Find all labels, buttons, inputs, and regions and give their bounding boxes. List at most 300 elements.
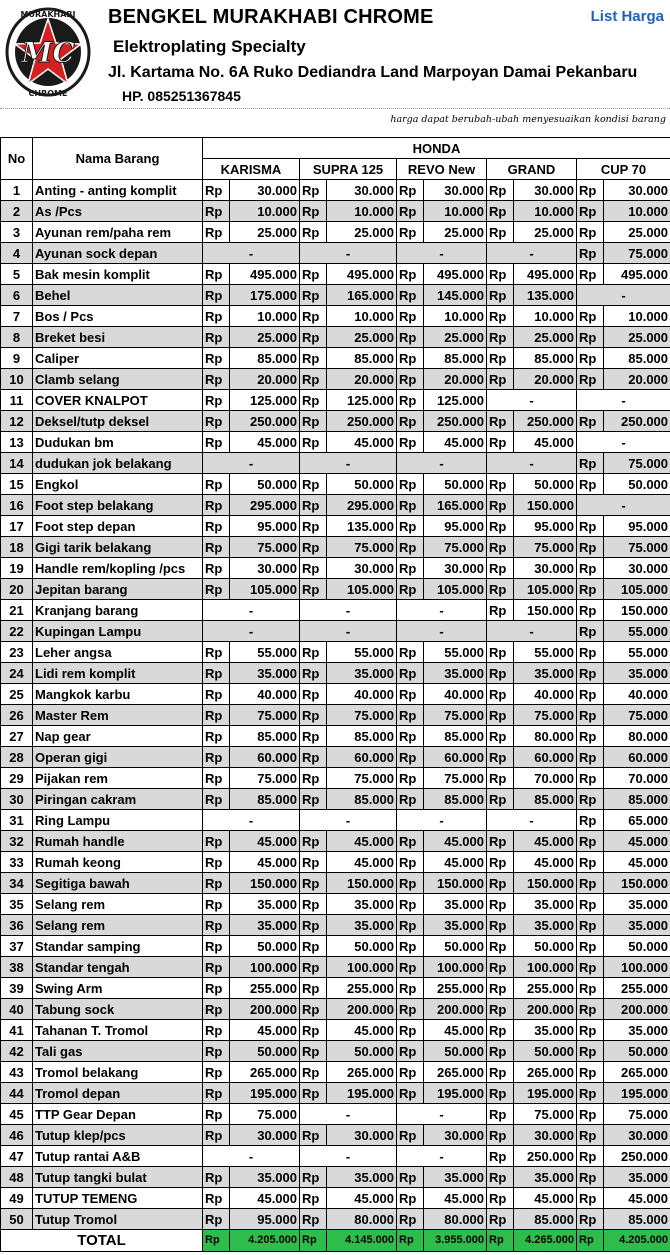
- row-number: 26: [1, 705, 33, 726]
- table-row: [1, 432, 670, 453]
- logo-initials: MC: [21, 36, 75, 69]
- currency-label: Rp: [577, 1230, 604, 1252]
- currency-label: Rp: [577, 180, 604, 201]
- price-value: 85.000: [327, 789, 397, 810]
- currency-label: Rp: [300, 390, 327, 411]
- price-value: 30.000: [604, 180, 670, 201]
- currency-label: Rp: [487, 1020, 514, 1041]
- price-value: 85.000: [604, 1209, 670, 1230]
- currency-label: Rp: [203, 642, 230, 663]
- currency-label: Rp: [397, 747, 424, 768]
- currency-label: Rp: [487, 1062, 514, 1083]
- price-value: 495.000: [514, 264, 577, 285]
- price-value: 85.000: [424, 789, 487, 810]
- price-value: 45.000: [604, 831, 670, 852]
- price-value: 195.000: [514, 1083, 577, 1104]
- price-value: 40.000: [514, 684, 577, 705]
- item-name: Tahanan T. Tromol: [33, 1020, 203, 1041]
- price-value: 55.000: [514, 642, 577, 663]
- currency-label: Rp: [300, 705, 327, 726]
- table-row: [1, 726, 670, 747]
- currency-label: Rp: [487, 600, 514, 621]
- price-empty: -: [397, 600, 487, 621]
- price-empty: -: [397, 621, 487, 642]
- price-value: 25.000: [327, 222, 397, 243]
- row-number: 9: [1, 348, 33, 369]
- currency-label: Rp: [397, 516, 424, 537]
- price-value: 10.000: [604, 306, 670, 327]
- table-row: [1, 873, 670, 894]
- currency-label: Rp: [397, 474, 424, 495]
- currency-label: Rp: [397, 558, 424, 579]
- price-value: 75.000: [424, 705, 487, 726]
- currency-label: Rp: [300, 474, 327, 495]
- currency-label: Rp: [203, 264, 230, 285]
- item-name: Selang rem: [33, 894, 203, 915]
- currency-label: Rp: [203, 1125, 230, 1146]
- currency-label: Rp: [577, 327, 604, 348]
- row-number: 12: [1, 411, 33, 432]
- currency-label: Rp: [487, 852, 514, 873]
- currency-label: Rp: [300, 936, 327, 957]
- currency-label: Rp: [577, 1104, 604, 1125]
- price-value: 175.000: [230, 285, 300, 306]
- currency-label: Rp: [487, 474, 514, 495]
- table-row: [1, 537, 670, 558]
- item-name: Standar samping: [33, 936, 203, 957]
- currency-label: Rp: [203, 222, 230, 243]
- price-value: 40.000: [424, 684, 487, 705]
- item-name: Bak mesin komplit: [33, 264, 203, 285]
- item-name: TUTUP TEMENG: [33, 1188, 203, 1209]
- currency-label: Rp: [300, 957, 327, 978]
- item-name: Pijakan rem: [33, 768, 203, 789]
- currency-label: Rp: [487, 369, 514, 390]
- currency-label: Rp: [300, 1230, 327, 1252]
- price-value: 35.000: [327, 915, 397, 936]
- table-row: [1, 642, 670, 663]
- currency-label: Rp: [397, 1062, 424, 1083]
- price-note: harga dapat berubah-ubah menyesuaikan kondisi barang: [390, 114, 666, 125]
- price-value: 45.000: [230, 1020, 300, 1041]
- price-value: 30.000: [514, 558, 577, 579]
- currency-label: Rp: [487, 705, 514, 726]
- currency-label: Rp: [300, 201, 327, 222]
- price-value: 75.000: [604, 1104, 670, 1125]
- price-value: 50.000: [514, 1041, 577, 1062]
- currency-label: Rp: [203, 789, 230, 810]
- price-value: 35.000: [230, 663, 300, 684]
- currency-label: Rp: [300, 663, 327, 684]
- price-value: 35.000: [424, 1167, 487, 1188]
- currency-label: Rp: [487, 327, 514, 348]
- price-value: 30.000: [604, 1125, 670, 1146]
- price-value: 75.000: [230, 705, 300, 726]
- price-value: 85.000: [230, 726, 300, 747]
- price-value: 195.000: [604, 1083, 670, 1104]
- list-harga-label: List Harga: [590, 8, 664, 25]
- item-name: Breket besi: [33, 327, 203, 348]
- price-value: 25.000: [514, 327, 577, 348]
- row-number: 42: [1, 1041, 33, 1062]
- currency-label: Rp: [203, 432, 230, 453]
- company-subtitle: Elektroplating Specialty: [113, 37, 306, 56]
- price-value: 45.000: [604, 1188, 670, 1209]
- price-value: 150.000: [514, 495, 577, 516]
- currency-label: Rp: [577, 936, 604, 957]
- table-row: [1, 1146, 670, 1167]
- model-header: SUPRA 125: [300, 159, 397, 180]
- price-value: 95.000: [514, 516, 577, 537]
- currency-label: Rp: [577, 705, 604, 726]
- price-value: 35.000: [514, 894, 577, 915]
- currency-label: Rp: [487, 1209, 514, 1230]
- price-value: 50.000: [327, 474, 397, 495]
- price-empty: -: [397, 1104, 487, 1125]
- item-name: Piringan cakram: [33, 789, 203, 810]
- currency-label: Rp: [577, 411, 604, 432]
- item-name: Standar tengah: [33, 957, 203, 978]
- currency-label: Rp: [397, 411, 424, 432]
- price-value: 35.000: [424, 663, 487, 684]
- item-name: Bos / Pcs: [33, 306, 203, 327]
- table-row: [1, 327, 670, 348]
- currency-label: Rp: [487, 1041, 514, 1062]
- currency-label: Rp: [397, 1083, 424, 1104]
- price-value: 150.000: [604, 600, 670, 621]
- price-value: 85.000: [230, 789, 300, 810]
- item-name: Dudukan bm: [33, 432, 203, 453]
- item-name: Swing Arm: [33, 978, 203, 999]
- price-value: 250.000: [514, 1146, 577, 1167]
- table-row: [1, 1062, 670, 1083]
- currency-label: Rp: [397, 831, 424, 852]
- brand-header: HONDA: [203, 138, 670, 159]
- currency-label: Rp: [487, 915, 514, 936]
- price-empty: -: [577, 495, 670, 516]
- price-value: 125.000: [327, 390, 397, 411]
- currency-label: Rp: [487, 1104, 514, 1125]
- price-value: 60.000: [514, 747, 577, 768]
- price-value: 150.000: [424, 873, 487, 894]
- currency-label: Rp: [203, 1230, 230, 1252]
- price-value: 250.000: [514, 411, 577, 432]
- currency-label: Rp: [487, 558, 514, 579]
- currency-label: Rp: [300, 1125, 327, 1146]
- price-value: 20.000: [230, 369, 300, 390]
- company-address: Jl. Kartama No. 6A Ruko Dediandra Land Marpoyan Damai Pekanbaru: [108, 64, 638, 81]
- table-row: [1, 1041, 670, 1062]
- currency-label: Rp: [203, 1167, 230, 1188]
- model-header: REVO New: [397, 159, 487, 180]
- currency-label: Rp: [487, 537, 514, 558]
- price-value: 495.000: [230, 264, 300, 285]
- row-number: 50: [1, 1209, 33, 1230]
- row-number: 31: [1, 810, 33, 831]
- table-row: [1, 957, 670, 978]
- price-value: 45.000: [424, 1020, 487, 1041]
- item-name: Tabung sock: [33, 999, 203, 1020]
- currency-label: Rp: [577, 894, 604, 915]
- price-value: 10.000: [327, 201, 397, 222]
- currency-label: Rp: [300, 1209, 327, 1230]
- item-name: Anting - anting komplit: [33, 180, 203, 201]
- price-value: 25.000: [230, 222, 300, 243]
- row-number: 16: [1, 495, 33, 516]
- table-row: [1, 747, 670, 768]
- currency-label: Rp: [577, 222, 604, 243]
- currency-label: Rp: [397, 285, 424, 306]
- price-value: 75.000: [327, 537, 397, 558]
- row-number: 29: [1, 768, 33, 789]
- currency-label: Rp: [577, 264, 604, 285]
- item-name: Tutup rantai A&B: [33, 1146, 203, 1167]
- price-value: 75.000: [230, 1104, 300, 1125]
- currency-label: Rp: [300, 306, 327, 327]
- currency-label: Rp: [397, 957, 424, 978]
- table-row: [1, 390, 670, 411]
- price-value: 30.000: [424, 558, 487, 579]
- currency-label: Rp: [397, 495, 424, 516]
- total-value: 4.265.000: [514, 1230, 577, 1252]
- price-value: 30.000: [514, 1125, 577, 1146]
- currency-label: Rp: [203, 684, 230, 705]
- row-number: 20: [1, 579, 33, 600]
- currency-label: Rp: [487, 432, 514, 453]
- price-value: 60.000: [327, 747, 397, 768]
- currency-label: Rp: [397, 705, 424, 726]
- currency-label: Rp: [203, 285, 230, 306]
- price-empty: -: [487, 621, 577, 642]
- price-value: 85.000: [514, 789, 577, 810]
- row-number: 17: [1, 516, 33, 537]
- table-row: [1, 201, 670, 222]
- table-row: [1, 474, 670, 495]
- price-value: 75.000: [514, 1104, 577, 1125]
- currency-label: Rp: [300, 348, 327, 369]
- currency-label: Rp: [577, 1209, 604, 1230]
- table-row: [1, 1167, 670, 1188]
- price-value: 35.000: [514, 1167, 577, 1188]
- price-value: 70.000: [514, 768, 577, 789]
- price-value: 85.000: [424, 348, 487, 369]
- item-name: Kranjang barang: [33, 600, 203, 621]
- price-value: 35.000: [514, 1020, 577, 1041]
- currency-label: Rp: [487, 306, 514, 327]
- currency-label: Rp: [300, 1062, 327, 1083]
- price-value: 10.000: [230, 201, 300, 222]
- currency-label: Rp: [300, 852, 327, 873]
- currency-label: Rp: [203, 873, 230, 894]
- item-name: Leher angsa: [33, 642, 203, 663]
- currency-label: Rp: [397, 768, 424, 789]
- currency-label: Rp: [203, 495, 230, 516]
- currency-label: Rp: [203, 537, 230, 558]
- price-value: 255.000: [327, 978, 397, 999]
- price-value: 265.000: [327, 1062, 397, 1083]
- item-name: Tutup Tromol: [33, 1209, 203, 1230]
- currency-label: Rp: [397, 684, 424, 705]
- currency-label: Rp: [487, 348, 514, 369]
- row-number: 5: [1, 264, 33, 285]
- price-value: 35.000: [327, 894, 397, 915]
- price-value: 25.000: [424, 222, 487, 243]
- price-value: 35.000: [230, 894, 300, 915]
- item-name: Foot step depan: [33, 516, 203, 537]
- price-empty: -: [203, 243, 300, 264]
- price-value: 100.000: [514, 957, 577, 978]
- currency-label: Rp: [577, 537, 604, 558]
- price-value: 25.000: [604, 222, 670, 243]
- price-value: 125.000: [230, 390, 300, 411]
- table-row: [1, 1209, 670, 1230]
- price-value: 95.000: [230, 516, 300, 537]
- price-value: 75.000: [514, 705, 577, 726]
- price-value: 45.000: [230, 852, 300, 873]
- currency-label: Rp: [203, 411, 230, 432]
- price-value: 45.000: [424, 432, 487, 453]
- price-empty: -: [203, 621, 300, 642]
- table-row: [1, 852, 670, 873]
- price-value: 30.000: [424, 1125, 487, 1146]
- row-number: 3: [1, 222, 33, 243]
- table-row: [1, 663, 670, 684]
- price-value: 65.000: [604, 810, 670, 831]
- currency-label: Rp: [203, 705, 230, 726]
- price-value: 85.000: [604, 348, 670, 369]
- price-value: 45.000: [514, 831, 577, 852]
- price-value: 30.000: [230, 180, 300, 201]
- currency-label: Rp: [487, 663, 514, 684]
- price-value: 255.000: [604, 978, 670, 999]
- currency-label: Rp: [397, 306, 424, 327]
- currency-label: Rp: [577, 474, 604, 495]
- currency-label: Rp: [300, 642, 327, 663]
- price-value: 150.000: [327, 873, 397, 894]
- price-value: 60.000: [230, 747, 300, 768]
- table-row: [1, 684, 670, 705]
- item-name: Ayunan rem/paha rem: [33, 222, 203, 243]
- price-value: 295.000: [327, 495, 397, 516]
- price-value: 10.000: [424, 306, 487, 327]
- currency-label: Rp: [397, 1041, 424, 1062]
- currency-label: Rp: [577, 306, 604, 327]
- price-value: 25.000: [514, 222, 577, 243]
- row-number: 46: [1, 1125, 33, 1146]
- price-value: 85.000: [230, 348, 300, 369]
- currency-label: Rp: [577, 1146, 604, 1167]
- price-empty: -: [203, 453, 300, 474]
- price-empty: -: [300, 1146, 397, 1167]
- price-empty: -: [577, 285, 670, 306]
- currency-label: Rp: [397, 873, 424, 894]
- price-value: 20.000: [514, 369, 577, 390]
- item-name: Mangkok karbu: [33, 684, 203, 705]
- currency-label: Rp: [397, 348, 424, 369]
- table-body: [1, 180, 670, 1230]
- currency-label: Rp: [487, 1083, 514, 1104]
- currency-label: Rp: [487, 873, 514, 894]
- currency-label: Rp: [203, 747, 230, 768]
- row-number: 38: [1, 957, 33, 978]
- currency-label: Rp: [487, 1125, 514, 1146]
- price-value: 75.000: [327, 768, 397, 789]
- currency-label: Rp: [397, 264, 424, 285]
- currency-label: Rp: [397, 537, 424, 558]
- price-value: 35.000: [230, 915, 300, 936]
- currency-label: Rp: [203, 327, 230, 348]
- currency-label: Rp: [203, 726, 230, 747]
- price-value: 50.000: [327, 1041, 397, 1062]
- currency-label: Rp: [203, 180, 230, 201]
- row-number: 2: [1, 201, 33, 222]
- price-empty: -: [300, 243, 397, 264]
- price-empty: -: [487, 243, 577, 264]
- currency-label: Rp: [577, 999, 604, 1020]
- price-value: 30.000: [424, 180, 487, 201]
- table-row: [1, 999, 670, 1020]
- item-name: Ayunan sock depan: [33, 243, 203, 264]
- row-number: 35: [1, 894, 33, 915]
- price-empty: -: [300, 600, 397, 621]
- price-value: 35.000: [424, 894, 487, 915]
- price-value: 60.000: [604, 747, 670, 768]
- price-value: 150.000: [604, 873, 670, 894]
- total-value: 4.205.000: [230, 1230, 300, 1252]
- currency-label: Rp: [577, 978, 604, 999]
- item-name: Foot step belakang: [33, 495, 203, 516]
- currency-label: Rp: [300, 789, 327, 810]
- item-name: Tutup tangki bulat: [33, 1167, 203, 1188]
- price-value: 50.000: [230, 1041, 300, 1062]
- mc-logo: [4, 6, 92, 98]
- price-value: 200.000: [604, 999, 670, 1020]
- row-number: 13: [1, 432, 33, 453]
- currency-label: Rp: [397, 663, 424, 684]
- price-value: 45.000: [424, 1188, 487, 1209]
- currency-label: Rp: [487, 222, 514, 243]
- item-name: Kupingan Lampu: [33, 621, 203, 642]
- table-row: [1, 915, 670, 936]
- currency-label: Rp: [577, 369, 604, 390]
- model-header: GRAND: [487, 159, 577, 180]
- currency-label: Rp: [577, 516, 604, 537]
- row-number: 41: [1, 1020, 33, 1041]
- currency-label: Rp: [397, 915, 424, 936]
- currency-label: Rp: [397, 1230, 424, 1252]
- table-row: [1, 516, 670, 537]
- price-value: 495.000: [327, 264, 397, 285]
- price-value: 50.000: [424, 1041, 487, 1062]
- table-row: [1, 1020, 670, 1041]
- currency-label: Rp: [487, 768, 514, 789]
- price-value: 200.000: [230, 999, 300, 1020]
- currency-label: Rp: [577, 726, 604, 747]
- item-name: Tutup klep/pcs: [33, 1125, 203, 1146]
- currency-label: Rp: [487, 726, 514, 747]
- price-value: 55.000: [604, 642, 670, 663]
- price-value: 135.000: [327, 516, 397, 537]
- item-name: Clamb selang: [33, 369, 203, 390]
- item-name: As /Pcs: [33, 201, 203, 222]
- price-value: 250.000: [230, 411, 300, 432]
- table-row: [1, 1125, 670, 1146]
- currency-label: Rp: [397, 936, 424, 957]
- price-value: 10.000: [424, 201, 487, 222]
- item-name: Selang rem: [33, 915, 203, 936]
- price-value: 265.000: [514, 1062, 577, 1083]
- table-row: [1, 579, 670, 600]
